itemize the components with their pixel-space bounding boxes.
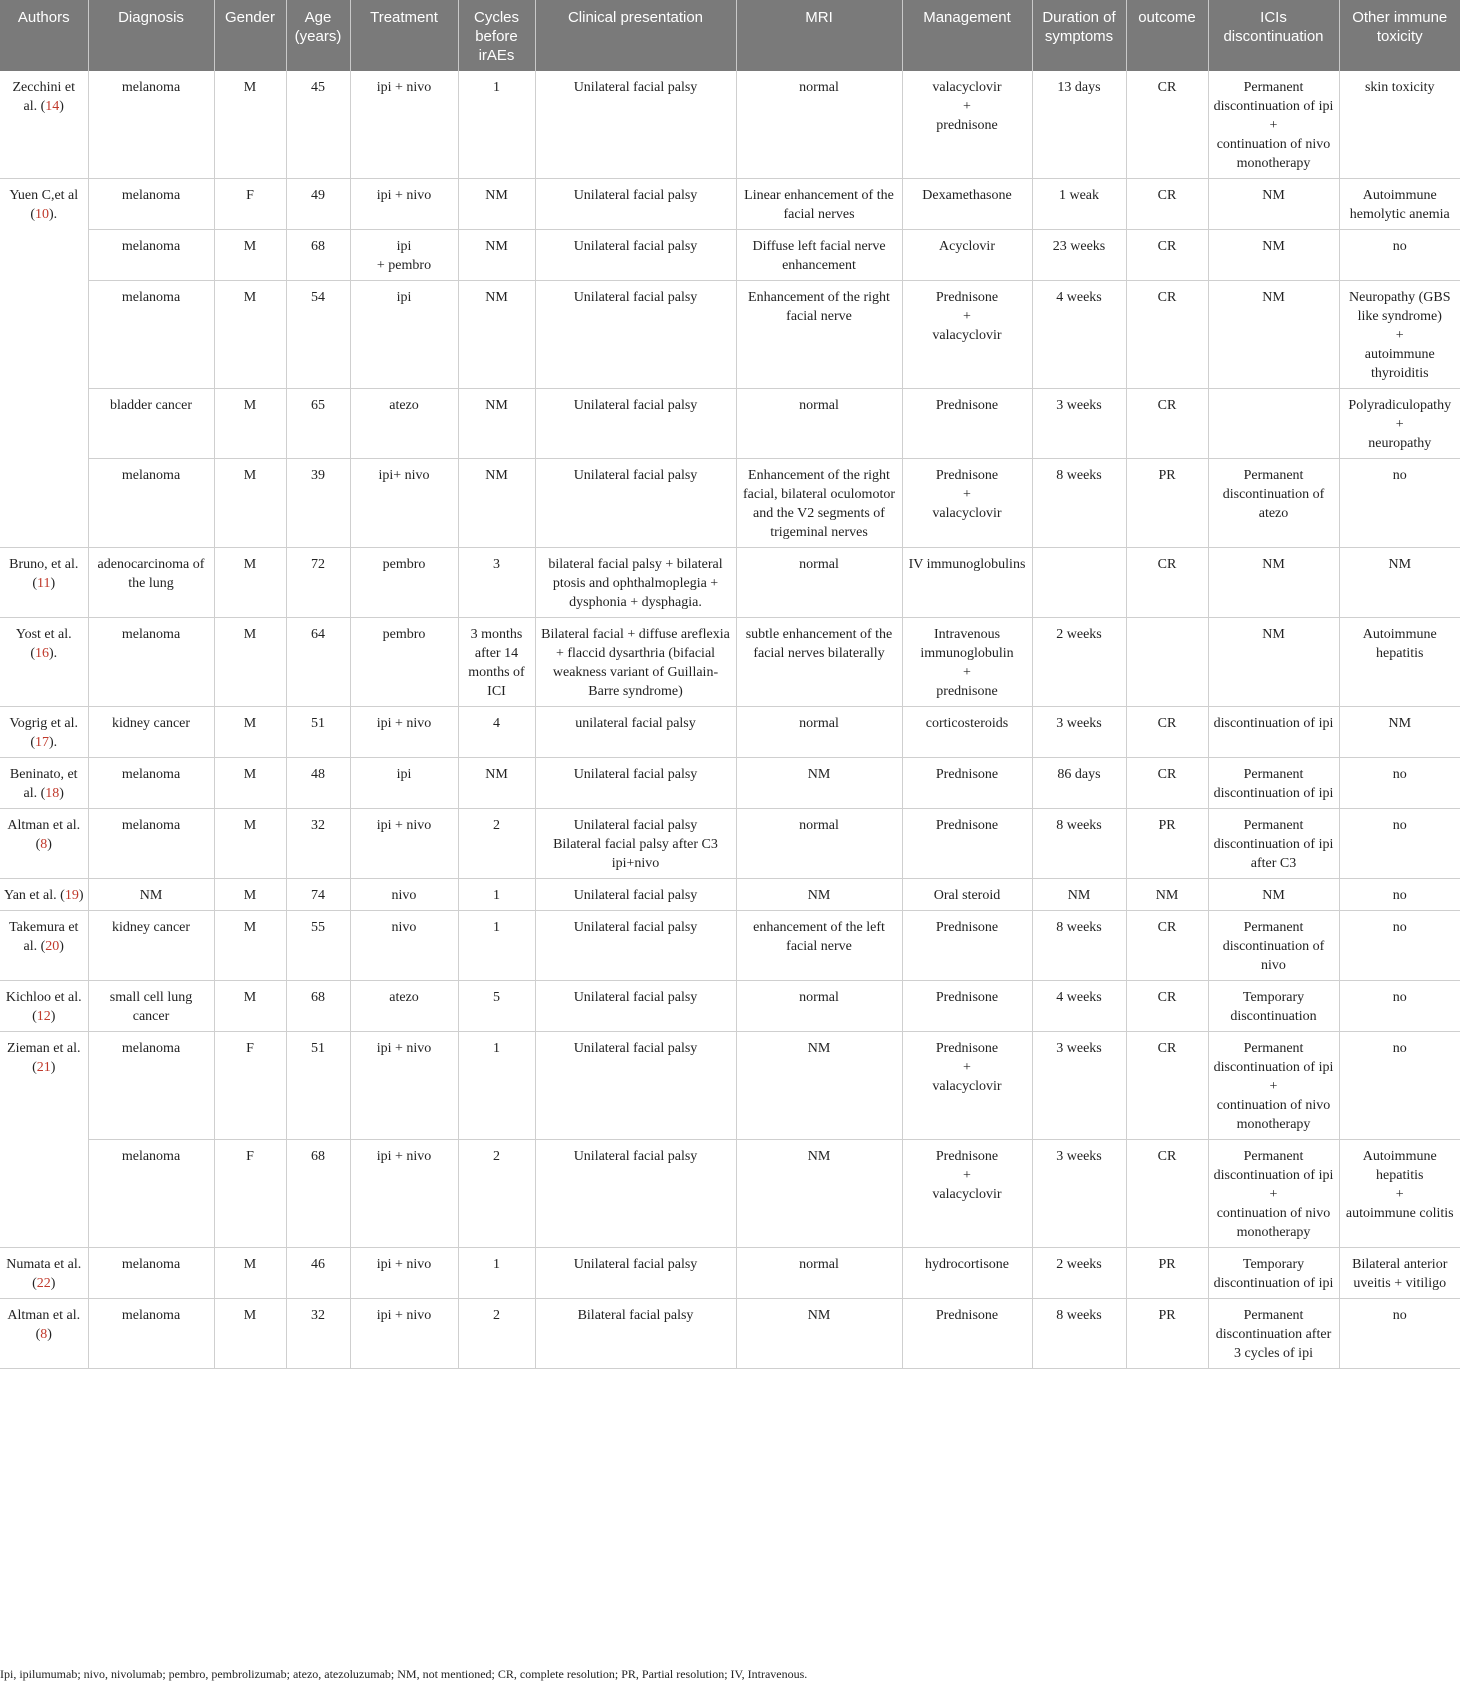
diagnosis-cell: melanoma: [88, 459, 214, 548]
age-cell: 68: [286, 230, 350, 281]
treatment-cell: ipi + pembro: [350, 230, 458, 281]
gender-cell: M: [214, 758, 286, 809]
treatment-cell: ipi + nivo: [350, 1140, 458, 1248]
age-cell: 68: [286, 1140, 350, 1248]
duration-cell: 3 weeks: [1032, 1032, 1126, 1140]
duration-cell: 8 weeks: [1032, 809, 1126, 879]
cycles-cell: NM: [458, 459, 535, 548]
clinical-presentation-cell: unilateral facial palsy: [535, 707, 736, 758]
other-immune-toxicity-cell: no: [1339, 879, 1460, 911]
mri-cell: enhancement of the left facial nerve: [736, 911, 902, 981]
management-cell: Dexamethasone: [902, 179, 1032, 230]
mri-cell: Enhancement of the right facial, bilateral oculomotor and the V2 segments of trigeminal nerves: [736, 459, 902, 548]
author-cell: Zecchini et al. (14): [0, 71, 88, 179]
other-immune-toxicity-cell: no: [1339, 459, 1460, 548]
treatment-cell: ipi + nivo: [350, 1248, 458, 1299]
reference-link[interactable]: 14: [45, 99, 60, 114]
author-cell: Yan et al. (19): [0, 879, 88, 911]
clinical-presentation-cell: Unilateral facial palsy: [535, 1032, 736, 1140]
header-authors: Authors: [0, 0, 88, 71]
author-name: Takemura et al.: [9, 920, 79, 954]
treatment-cell: pembro: [350, 618, 458, 707]
diagnosis-cell: bladder cancer: [88, 389, 214, 459]
duration-cell: 4 weeks: [1032, 981, 1126, 1032]
icis-discontinuation-cell: NM: [1208, 548, 1339, 618]
author-cell: Takemura et al. (20): [0, 911, 88, 981]
author-name: Zecchini et al.: [12, 80, 76, 114]
duration-cell: 23 weeks: [1032, 230, 1126, 281]
duration-cell: 2 weeks: [1032, 618, 1126, 707]
diagnosis-cell: melanoma: [88, 1299, 214, 1369]
cycles-cell: 1: [458, 1032, 535, 1140]
author-name: Bruno, et al.: [9, 557, 79, 572]
other-immune-toxicity-cell: Autoimmune hemolytic anemia: [1339, 179, 1460, 230]
reference-link[interactable]: 8: [40, 837, 48, 852]
table-row: [0, 230, 1460, 281]
outcome-cell: CR: [1126, 981, 1208, 1032]
diagnosis-cell: melanoma: [88, 618, 214, 707]
duration-cell: [1032, 548, 1126, 618]
gender-cell: M: [214, 1248, 286, 1299]
other-immune-toxicity-cell: Polyradiculopathy + neuropathy: [1339, 389, 1460, 459]
duration-cell: 4 weeks: [1032, 281, 1126, 389]
age-cell: 46: [286, 1248, 350, 1299]
table-row: [0, 879, 1460, 911]
gender-cell: M: [214, 1299, 286, 1369]
treatment-cell: ipi + nivo: [350, 1032, 458, 1140]
clinical-presentation-cell: Unilateral facial palsy: [535, 1248, 736, 1299]
clinical-presentation-cell: Unilateral facial palsy: [535, 71, 736, 179]
gender-cell: M: [214, 809, 286, 879]
management-cell: Oral steroid: [902, 879, 1032, 911]
reference-link[interactable]: 10: [35, 207, 49, 222]
author-name: Kichloo et al.: [5, 990, 82, 1005]
mri-cell: normal: [736, 809, 902, 879]
other-immune-toxicity-cell: Autoimmune hepatitis: [1339, 618, 1460, 707]
other-immune-toxicity-cell: NM: [1339, 548, 1460, 618]
header-diagnosis: Diagnosis: [88, 0, 214, 71]
table-row: [0, 179, 1460, 230]
mri-cell: normal: [736, 71, 902, 179]
duration-cell: 8 weeks: [1032, 911, 1126, 981]
age-cell: 39: [286, 459, 350, 548]
author-name: Yost et al.: [15, 627, 72, 642]
mri-cell: normal: [736, 548, 902, 618]
age-cell: 48: [286, 758, 350, 809]
diagnosis-cell: melanoma: [88, 1248, 214, 1299]
header-cycles: Cycles before irAEs: [458, 0, 535, 71]
management-cell: Acyclovir: [902, 230, 1032, 281]
mri-cell: NM: [736, 1299, 902, 1369]
table-body: [0, 71, 1460, 1369]
mri-cell: NM: [736, 1140, 902, 1248]
icis-discontinuation-cell: NM: [1208, 618, 1339, 707]
outcome-cell: CR: [1126, 179, 1208, 230]
icis-discontinuation-cell: Temporary discontinuation of ipi: [1208, 1248, 1339, 1299]
table-row: [0, 758, 1460, 809]
author-cell: Beninato, et al. (18): [0, 758, 88, 809]
reference-link[interactable]: 12: [36, 1009, 51, 1024]
gender-cell: M: [214, 707, 286, 758]
header-age: Age (years): [286, 0, 350, 71]
header-icis-discontinuation: ICIs discontinuation: [1208, 0, 1339, 71]
age-cell: 45: [286, 71, 350, 179]
other-immune-toxicity-cell: Bilateral anterior uveitis + vitiligo: [1339, 1248, 1460, 1299]
gender-cell: M: [214, 389, 286, 459]
age-cell: 55: [286, 911, 350, 981]
author-suffix: .: [53, 735, 58, 750]
author-name: Zieman et al.: [7, 1041, 81, 1056]
other-immune-toxicity-cell: no: [1339, 758, 1460, 809]
reference-link[interactable]: 18: [45, 786, 60, 801]
gender-cell: M: [214, 911, 286, 981]
author-cell: Altman et al. (8): [0, 1299, 88, 1369]
treatment-cell: ipi + nivo: [350, 809, 458, 879]
management-cell: Prednisone: [902, 758, 1032, 809]
treatment-cell: nivo: [350, 911, 458, 981]
age-cell: 49: [286, 179, 350, 230]
icis-discontinuation-cell: Permanent discontinuation of ipi after C3: [1208, 809, 1339, 879]
management-cell: Prednisone: [902, 911, 1032, 981]
cycles-cell: 4: [458, 707, 535, 758]
author-cell: Kichloo et al. (12): [0, 981, 88, 1032]
treatment-cell: atezo: [350, 981, 458, 1032]
treatment-cell: ipi+ nivo: [350, 459, 458, 548]
author-cell: Yuen C,et al (10).: [0, 179, 88, 548]
header-mri: MRI: [736, 0, 902, 71]
management-cell: Prednisone + valacyclovir: [902, 459, 1032, 548]
management-cell: Prednisone + valacyclovir: [902, 1032, 1032, 1140]
author-cell: Numata et al. (22): [0, 1248, 88, 1299]
clinical-presentation-cell: Bilateral facial + diffuse areflexia + flaccid dysarthria (bifacial weakness variant of Guillain-Barre syndrome): [535, 618, 736, 707]
header-row: [0, 0, 1460, 71]
header-management: Management: [902, 0, 1032, 71]
clinical-presentation-cell: bilateral facial palsy + bilateral ptosis and ophthalmoplegia + dysphonia + dysphagia.: [535, 548, 736, 618]
other-immune-toxicity-cell: no: [1339, 1299, 1460, 1369]
cycles-cell: 1: [458, 879, 535, 911]
reference-link[interactable]: 11: [37, 576, 51, 591]
header-treatment: Treatment: [350, 0, 458, 71]
table-row: [0, 389, 1460, 459]
cycles-cell: 2: [458, 1140, 535, 1248]
cycles-cell: NM: [458, 389, 535, 459]
outcome-cell: CR: [1126, 1032, 1208, 1140]
treatment-cell: atezo: [350, 389, 458, 459]
management-cell: Prednisone: [902, 389, 1032, 459]
gender-cell: F: [214, 1032, 286, 1140]
mri-cell: normal: [736, 981, 902, 1032]
diagnosis-cell: melanoma: [88, 230, 214, 281]
treatment-cell: ipi + nivo: [350, 1299, 458, 1369]
clinical-presentation-cell: Unilateral facial palsy: [535, 981, 736, 1032]
icis-discontinuation-cell: NM: [1208, 179, 1339, 230]
gender-cell: M: [214, 548, 286, 618]
table-row: [0, 459, 1460, 548]
management-cell: Prednisone: [902, 981, 1032, 1032]
reference-link[interactable]: 17: [35, 735, 49, 750]
gender-cell: M: [214, 618, 286, 707]
icis-discontinuation-cell: NM: [1208, 281, 1339, 389]
header-other-immune-toxicity: Other immune toxicity: [1339, 0, 1460, 71]
diagnosis-cell: melanoma: [88, 179, 214, 230]
gender-cell: F: [214, 179, 286, 230]
table-row: [0, 1140, 1460, 1248]
icis-discontinuation-cell: Temporary discontinuation: [1208, 981, 1339, 1032]
clinical-presentation-cell: Bilateral facial palsy: [535, 1299, 736, 1369]
other-immune-toxicity-cell: Neuropathy (GBS like syndrome) + autoimmune thyroiditis: [1339, 281, 1460, 389]
icis-discontinuation-cell: Permanent discontinuation of ipi: [1208, 758, 1339, 809]
icis-discontinuation-cell: NM: [1208, 230, 1339, 281]
table-row: [0, 281, 1460, 389]
duration-cell: 8 weeks: [1032, 1299, 1126, 1369]
age-cell: 74: [286, 879, 350, 911]
outcome-cell: PR: [1126, 1299, 1208, 1369]
diagnosis-cell: melanoma: [88, 1032, 214, 1140]
management-cell: hydrocortisone: [902, 1248, 1032, 1299]
clinical-presentation-cell: Unilateral facial palsy: [535, 230, 736, 281]
icis-discontinuation-cell: Permanent discontinuation of atezo: [1208, 459, 1339, 548]
age-cell: 32: [286, 1299, 350, 1369]
reference-link[interactable]: 19: [64, 888, 79, 903]
treatment-cell: ipi + nivo: [350, 71, 458, 179]
mri-cell: NM: [736, 758, 902, 809]
outcome-cell: CR: [1126, 548, 1208, 618]
other-immune-toxicity-cell: Autoimmune hepatitis + autoimmune colitis: [1339, 1140, 1460, 1248]
icis-discontinuation-cell: Permanent discontinuation of ipi + continuation of nivo monotherapy: [1208, 1140, 1339, 1248]
treatment-cell: ipi + nivo: [350, 179, 458, 230]
clinical-presentation-cell: Unilateral facial palsy: [535, 758, 736, 809]
management-cell: Prednisone + valacyclovir: [902, 1140, 1032, 1248]
table-row: [0, 1032, 1460, 1140]
mri-cell: Enhancement of the right facial nerve: [736, 281, 902, 389]
other-immune-toxicity-cell: no: [1339, 911, 1460, 981]
diagnosis-cell: melanoma: [88, 758, 214, 809]
mri-cell: normal: [736, 1248, 902, 1299]
author-name: Altman et al.: [7, 818, 81, 833]
cycles-cell: 1: [458, 911, 535, 981]
icis-discontinuation-cell: Permanent discontinuation of ipi + continuation of nivo monotherapy: [1208, 71, 1339, 179]
gender-cell: M: [214, 281, 286, 389]
reference-link[interactable]: 20: [45, 939, 60, 954]
reference-link[interactable]: 22: [36, 1276, 51, 1291]
management-cell: corticosteroids: [902, 707, 1032, 758]
author-suffix: .: [53, 646, 58, 661]
diagnosis-cell: kidney cancer: [88, 911, 214, 981]
outcome-cell: CR: [1126, 281, 1208, 389]
outcome-cell: CR: [1126, 758, 1208, 809]
clinical-presentation-cell: Unilateral facial palsy: [535, 281, 736, 389]
outcome-cell: PR: [1126, 459, 1208, 548]
diagnosis-cell: adenocarcinoma of the lung: [88, 548, 214, 618]
gender-cell: M: [214, 459, 286, 548]
cycles-cell: NM: [458, 281, 535, 389]
outcome-cell: NM: [1126, 879, 1208, 911]
treatment-cell: ipi + nivo: [350, 707, 458, 758]
mri-cell: normal: [736, 389, 902, 459]
age-cell: 65: [286, 389, 350, 459]
gender-cell: F: [214, 1140, 286, 1248]
header-outcome: outcome: [1126, 0, 1208, 71]
clinical-presentation-cell: Unilateral facial palsy Bilateral facial palsy after C3 ipi+nivo: [535, 809, 736, 879]
diagnosis-cell: small cell lung cancer: [88, 981, 214, 1032]
duration-cell: 13 days: [1032, 71, 1126, 179]
treatment-cell: nivo: [350, 879, 458, 911]
cycles-cell: NM: [458, 179, 535, 230]
outcome-cell: PR: [1126, 809, 1208, 879]
outcome-cell: CR: [1126, 1140, 1208, 1248]
diagnosis-cell: NM: [88, 879, 214, 911]
mri-cell: NM: [736, 1032, 902, 1140]
table-row: [0, 981, 1460, 1032]
cycles-cell: 3: [458, 548, 535, 618]
table-row: [0, 809, 1460, 879]
outcome-cell: CR: [1126, 911, 1208, 981]
cycles-cell: 2: [458, 1299, 535, 1369]
diagnosis-cell: melanoma: [88, 1140, 214, 1248]
management-cell: valacyclovir + prednisone: [902, 71, 1032, 179]
table-row: [0, 618, 1460, 707]
author-name: Beninato, et al.: [9, 767, 78, 801]
mri-cell: normal: [736, 707, 902, 758]
icis-discontinuation-cell: Permanent discontinuation of nivo: [1208, 911, 1339, 981]
cycles-cell: 2: [458, 809, 535, 879]
author-cell: Vogrig et al. (17).: [0, 707, 88, 758]
outcome-cell: PR: [1126, 1248, 1208, 1299]
mri-cell: Linear enhancement of the facial nerves: [736, 179, 902, 230]
author-name: Yan et al.: [4, 888, 57, 903]
age-cell: 51: [286, 1032, 350, 1140]
diagnosis-cell: kidney cancer: [88, 707, 214, 758]
cycles-cell: 1: [458, 71, 535, 179]
outcome-cell: CR: [1126, 71, 1208, 179]
outcome-cell: CR: [1126, 230, 1208, 281]
gender-cell: M: [214, 71, 286, 179]
age-cell: 54: [286, 281, 350, 389]
author-name: Vogrig et al.: [9, 716, 79, 731]
table-row: [0, 1248, 1460, 1299]
table-row: [0, 71, 1460, 179]
cycles-cell: 5: [458, 981, 535, 1032]
mri-cell: Diffuse left facial nerve enhancement: [736, 230, 902, 281]
other-immune-toxicity-cell: NM: [1339, 707, 1460, 758]
age-cell: 68: [286, 981, 350, 1032]
author-suffix: .: [53, 207, 58, 222]
author-cell: Zieman et al. (21): [0, 1032, 88, 1248]
icis-discontinuation-cell: NM: [1208, 879, 1339, 911]
clinical-presentation-cell: Unilateral facial palsy: [535, 1140, 736, 1248]
management-cell: Prednisone: [902, 809, 1032, 879]
clinical-presentation-cell: Unilateral facial palsy: [535, 179, 736, 230]
header-clinical-presentation: Clinical presentation: [535, 0, 736, 71]
table-row: [0, 548, 1460, 618]
age-cell: 64: [286, 618, 350, 707]
header-duration: Duration of symptoms: [1032, 0, 1126, 71]
gender-cell: M: [214, 981, 286, 1032]
icis-discontinuation-cell: discontinuation of ipi: [1208, 707, 1339, 758]
other-immune-toxicity-cell: no: [1339, 809, 1460, 879]
mri-cell: NM: [736, 879, 902, 911]
cycles-cell: 1: [458, 1248, 535, 1299]
mri-cell: subtle enhancement of the facial nerves bilaterally: [736, 618, 902, 707]
table-row: [0, 707, 1460, 758]
other-immune-toxicity-cell: no: [1339, 230, 1460, 281]
other-immune-toxicity-cell: no: [1339, 1032, 1460, 1140]
author-name: Altman et al.: [7, 1308, 81, 1323]
cycles-cell: 3 months after 14 months of ICI: [458, 618, 535, 707]
management-cell: Intravenous immunoglobulin + prednisone: [902, 618, 1032, 707]
treatment-cell: ipi: [350, 758, 458, 809]
duration-cell: 1 weak: [1032, 179, 1126, 230]
clinical-presentation-cell: Unilateral facial palsy: [535, 459, 736, 548]
other-immune-toxicity-cell: no: [1339, 981, 1460, 1032]
author-cell: Bruno, et al. (11): [0, 548, 88, 618]
outcome-cell: CR: [1126, 707, 1208, 758]
cycles-cell: NM: [458, 230, 535, 281]
footnote: Ipi, ipilumumab; nivo, nivolumab; pembro, pembrolizumab; atezo, atezoluzumab; NM, not mentioned; CR, complete resolution; PR, Partial resolution; IV, Intravenous.: [0, 1667, 808, 1681]
outcome-cell: [1126, 618, 1208, 707]
management-cell: Prednisone + valacyclovir: [902, 281, 1032, 389]
author-name: Numata et al.: [6, 1257, 82, 1272]
duration-cell: NM: [1032, 879, 1126, 911]
outcome-cell: CR: [1126, 389, 1208, 459]
author-cell: Altman et al. (8): [0, 809, 88, 879]
duration-cell: 3 weeks: [1032, 1140, 1126, 1248]
duration-cell: 86 days: [1032, 758, 1126, 809]
cycles-cell: NM: [458, 758, 535, 809]
gender-cell: M: [214, 879, 286, 911]
duration-cell: 2 weeks: [1032, 1248, 1126, 1299]
clinical-presentation-cell: Unilateral facial palsy: [535, 879, 736, 911]
age-cell: 32: [286, 809, 350, 879]
author-name: Yuen C,et al: [9, 188, 79, 203]
reference-link[interactable]: 16: [35, 646, 49, 661]
clinical-presentation-cell: Unilateral facial palsy: [535, 389, 736, 459]
author-cell: Yost et al. (16).: [0, 618, 88, 707]
age-cell: 72: [286, 548, 350, 618]
gender-cell: M: [214, 230, 286, 281]
header-gender: Gender: [214, 0, 286, 71]
diagnosis-cell: melanoma: [88, 809, 214, 879]
other-immune-toxicity-cell: skin toxicity: [1339, 71, 1460, 179]
treatment-cell: pembro: [350, 548, 458, 618]
icis-discontinuation-cell: Permanent discontinuation after 3 cycles of ipi: [1208, 1299, 1339, 1369]
duration-cell: 3 weeks: [1032, 389, 1126, 459]
duration-cell: 3 weeks: [1032, 707, 1126, 758]
management-cell: IV immunoglobulins: [902, 548, 1032, 618]
duration-cell: 8 weeks: [1032, 459, 1126, 548]
diagnosis-cell: melanoma: [88, 281, 214, 389]
age-cell: 51: [286, 707, 350, 758]
table-row: [0, 911, 1460, 981]
clinical-presentation-cell: Unilateral facial palsy: [535, 911, 736, 981]
treatment-cell: ipi: [350, 281, 458, 389]
icis-discontinuation-cell: [1208, 389, 1339, 459]
icis-discontinuation-cell: Permanent discontinuation of ipi + continuation of nivo monotherapy: [1208, 1032, 1339, 1140]
diagnosis-cell: melanoma: [88, 71, 214, 179]
management-cell: Prednisone: [902, 1299, 1032, 1369]
reference-link[interactable]: 21: [36, 1060, 51, 1075]
reference-link[interactable]: 8: [40, 1327, 48, 1342]
table-row: [0, 1299, 1460, 1369]
